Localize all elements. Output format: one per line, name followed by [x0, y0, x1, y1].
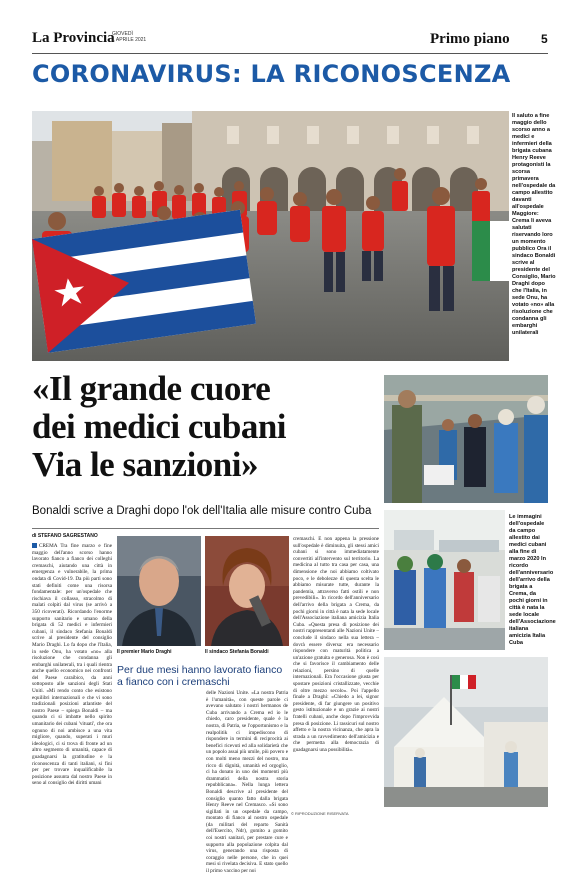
photo-illustration	[32, 111, 509, 361]
section-title: Primo piano	[430, 31, 510, 47]
draghi-caption: Il premier Mario Draghi	[117, 649, 172, 655]
field-hospital-illustration-2	[384, 510, 505, 650]
paragraph-marker	[32, 543, 37, 548]
headline-line-3: Via le sanzioni»	[32, 445, 258, 484]
main-headline	[32, 370, 382, 484]
copyright-note: © RIPRODUZIONE RISERVATA	[291, 811, 349, 816]
headline-line-2: dei medici cubani	[32, 407, 287, 446]
bonaldi-caption: Il sindaco Stefania Bonaldi	[205, 649, 269, 655]
field-hospital-photo-1	[384, 375, 548, 503]
field-hospital-photo-3	[384, 657, 548, 807]
masthead-date	[112, 31, 146, 43]
masthead-date-text: 1 APRILE 2021	[112, 37, 147, 43]
article-byline: di STEFANO SAGRESTANO	[32, 533, 98, 539]
field-hospital-illustration-3	[384, 657, 548, 807]
side-photo-caption: Le immagini dell'ospedale da campo allestito dai medici cubani alla fine di marzo 2020 In ricordo dell'anniversario dell'arrivo della brigata a Crema, da pochi giorni in città è nata la sede locale dell'Associazione italiana amicizia Italia Cuba	[509, 514, 556, 646]
top-photo-caption: Il saluto a fine maggio dello scorso anno a medici e infermieri della brigata cubana Henry Reeve protagonisti la scorsa primavera nell'ospedale da campo allestito davanti all'ospedale Maggiore: Crema li aveva salutati riservando loro un momento pubblico Ora il sindaco Bonaldi scrive al presidente del Consiglio, Mario Draghi dopo che l'Italia, in sede Onu, ha votato «no» alla risoluzione che condanna gli embarghi unilaterali	[512, 113, 556, 336]
body-column-2: delle Nazioni Unite. «La nostra Patria è l'umanità», con queste parole ci avevano salutato i nostri hermanos de Cuba arrivando a Crema ed io le chiedo, caro presidente, quale è la nostra, di Patria, se l'opportunismo e la realpolitik ci impediscono di rispondere in termini di reciprocità ai benefici ricevuti ed alla solidarietà che un popolo assai più umile, più povero e con molti meno mezzi del nostro, ma ricco di dignità, umanità ed orgoglio, ci ha donato in uno dei momenti più drammatici della nostra storia repubblicana». Nella lunga lettera Bonaldi descrive al presidente del consiglio quanto fatto dalla brigata Henry Reeve nel Cremasco. «Si sono sigillati in un ospedale da campo, montato di fianco al nostro ospedale (da militari del reparto Sanità dell'Esercito, Ndr), gomito a gomito coi nostri sanitari, per prestare cure e supporto alla popolazione colpita dal virus, generando una risposta di coraggio nelle persone, che in quei mesi si rivelata decisiva. E stato quello il primo vaccino per noi	[206, 690, 288, 875]
pull-quote: Per due mesi hanno lavorato fianco a fianco con i cremaschi	[117, 664, 283, 688]
field-hospital-illustration-1	[384, 375, 548, 503]
field-hospital-photo-2	[384, 510, 505, 650]
body-column-3: cremaschi. E non appena la pressione sull'ospedale è diminuita, gli stessi amici cubani si sono immediatamente convertiti all'intervento sul territorio. La medicina al tutto tra casa per casa, una dimensione che noi abbiamo coltivato poco, e le debolezze di questa scelta le abbiamo misurate tutte, durante la pandemia, attraverso fatti ostili e non prevedibili». In ricordo dell'anniversario dell'arrivo della brigata a Crema, da pochi giorni in città è nata la sede locale dell'Associazione italiana amicizia Italia Cuba. «Questa presa di posizione dei nostri rappresentanti alle Nazioni Unite – conclude il sindaco nella sua lettera – dovrà essere diversa: era necessario rispondere con maturità politica a un'azione gratuita e generosa. Non è così che si favorisce il cambiamento delle relazioni, persino di quelle internazionali. Era l'occasione giusta per spostare posizioni cristallizzate, vecchie di oltre mezzo secolo». Poi l'appello finale a Draghi: «Chiedo a lei, signor presidente, di far giungere un positivo gesto istituzionale e un grazie ai nostri fratelli cubani, anche dopo l'improvvida presa di posizione. Li rassicuri sul nostro affetto e la nostra vicinanza, che apra la strada a un ravvedimento dell'amicizia e che permetta alla democrazia di guadagnarsi una possibilità».	[293, 536, 379, 753]
brigade-farewell-photo	[32, 111, 509, 361]
draghi-illustration	[117, 536, 201, 646]
kicker-title: CORONAVIRUS: LA RICONOSCENZA	[32, 60, 511, 88]
bonaldi-portrait	[205, 536, 289, 646]
newspaper-masthead: La Provincia	[32, 30, 115, 46]
subheadline: Bonaldi scrive a Draghi dopo l'ok dell'Italia alle misure contro Cuba	[32, 505, 372, 517]
body-text-1: CREMA Tra fine marzo e fine maggio dell'anno scorso hanno lavorato fianco a fianco dei colleghi cremaschi, aiutando una città in emergenza e vulnerabile, la prima ondata di Covid-19. Da più parti sono stati definiti come una risorsa fondamentale: per un'ospedale che rischiava il collasso, stracolmo di malati colpiti dal virus (se arrivò a 350 ricoverati). Ricordando l'enorme supporto sanitario e umano della brigata di 52 medici e infermieri cubani, il sindaco Stefania Bonaldi scrive al presidente del consiglio Mario Draghi. Lo fa dopo che l'Italia, in sede Onu, ha votato «no» alla risoluzione che condanna gli embarghi unilaterali, tra i quali rientra anche quello economico nei confronti del Paese caraibico, da anni sottoposto alle sanzioni degli Stati Uniti. «Mi rendo conto che esistono equilibri internazionali e che vi sono tradizionali posizioni atlantiste del nostro Paese – spiega Bonaldi – ma quando ci si imbatte nello spirito umanitario dei cubani 'vituati', che ora ognuno di noi ambisce a una vita migliore, quando, superati i muri ideologici, ci si trova di fronte ad un altro segmento di umanità, capace di guadagnarsi la gratitudine e la riconoscenza di tanti italiani, si fini per per trovare inqualificabile la posizione assunta dal nostro Paese in seno al consiglio dei diritti umani	[32, 543, 112, 787]
headline-line-1: «Il grande cuore	[32, 369, 271, 408]
bonaldi-illustration	[205, 536, 289, 646]
draghi-portrait	[117, 536, 201, 646]
masthead-day: GIOVEDÌ	[112, 31, 133, 37]
body-column-1	[32, 543, 112, 813]
subhead-divider	[32, 528, 379, 529]
page-number: 5	[541, 32, 548, 46]
header-divider	[32, 53, 548, 54]
